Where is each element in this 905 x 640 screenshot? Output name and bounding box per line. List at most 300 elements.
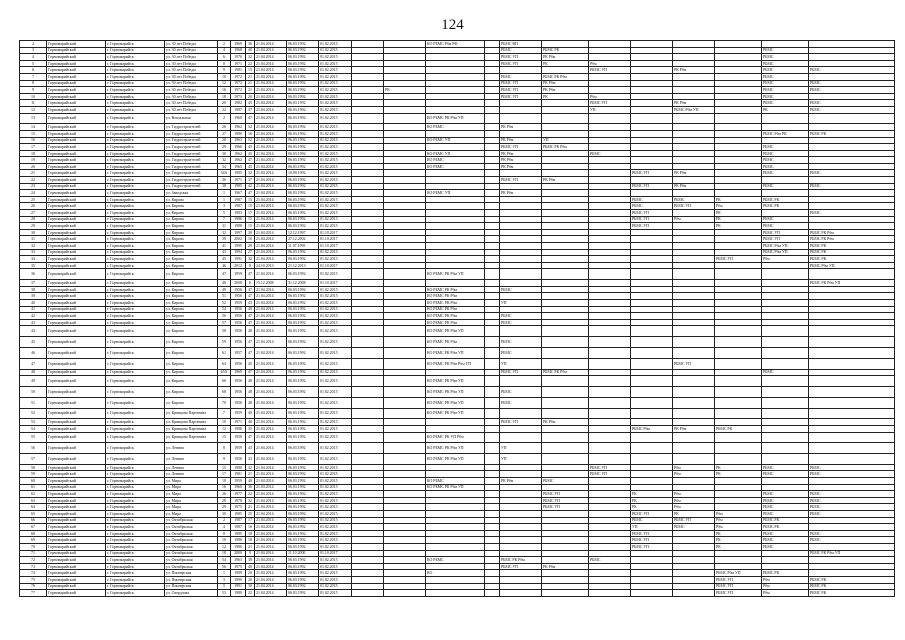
cell-text: 1975 bbox=[234, 505, 242, 510]
cell-text: 01.02.2015 bbox=[320, 184, 338, 189]
cell-text: 01.02.2015 bbox=[320, 151, 338, 156]
table-cell bbox=[106, 369, 165, 376]
cell-text: 1965 bbox=[234, 164, 242, 169]
cell-text: Горномарийский bbox=[48, 492, 76, 497]
table-cell bbox=[762, 249, 809, 256]
table-cell bbox=[20, 432, 47, 443]
cell-text: 01.02.2015 bbox=[320, 68, 338, 73]
cell-text: 56 bbox=[31, 446, 35, 451]
table-cell bbox=[673, 313, 715, 320]
table-cell bbox=[426, 478, 485, 485]
table-cell bbox=[673, 80, 715, 87]
table-cell bbox=[20, 100, 47, 107]
table-cell bbox=[231, 299, 246, 306]
cell-text: РБМС РК bbox=[810, 257, 827, 261]
cell-text: 01.02.2015 bbox=[320, 544, 338, 549]
table-cell bbox=[384, 106, 426, 113]
cell-text: 1983 bbox=[234, 210, 242, 215]
table-cell bbox=[319, 269, 352, 280]
table-cell bbox=[231, 313, 246, 320]
table-cell bbox=[542, 347, 589, 358]
table-cell bbox=[426, 269, 485, 280]
cell-text: 47 bbox=[248, 191, 252, 196]
cell-text: РК Рбм bbox=[674, 101, 687, 106]
table-cell bbox=[715, 313, 762, 320]
table-cell bbox=[542, 550, 589, 557]
table-cell bbox=[218, 80, 231, 87]
table-cell bbox=[809, 106, 895, 113]
table-cell bbox=[631, 243, 673, 250]
cell-text: 21.04.2014 bbox=[256, 577, 274, 582]
table-cell bbox=[426, 432, 485, 443]
table-cell bbox=[384, 144, 426, 151]
table-cell bbox=[165, 286, 218, 293]
table-cell bbox=[384, 497, 426, 504]
table-cell bbox=[589, 583, 631, 590]
table-cell bbox=[47, 299, 106, 306]
table-cell bbox=[809, 537, 895, 544]
table-cell bbox=[384, 313, 426, 320]
table-cell bbox=[631, 386, 673, 397]
cell-text: г. Горномарийск bbox=[107, 446, 134, 451]
table-cell bbox=[384, 87, 426, 94]
table-cell bbox=[589, 170, 631, 177]
table-cell bbox=[715, 530, 762, 537]
table-cell bbox=[631, 478, 673, 485]
table-cell bbox=[500, 286, 542, 293]
table-cell bbox=[165, 537, 218, 544]
cell-text: 1956 bbox=[234, 361, 242, 366]
table-cell bbox=[352, 408, 384, 419]
cell-text: 01.02.2015 bbox=[320, 125, 338, 130]
cell-text: 1997 bbox=[234, 230, 242, 235]
table-cell bbox=[715, 203, 762, 210]
cell-text: КО РБМС РК Рбм УП bbox=[427, 272, 464, 277]
cell-text: 21.04.2014 bbox=[256, 272, 274, 277]
cell-text: 43 bbox=[31, 320, 35, 325]
table-cell bbox=[165, 319, 218, 326]
cell-text: г. Горномарийск bbox=[107, 389, 134, 394]
table-cell bbox=[542, 67, 589, 74]
cell-text: Горномарийский bbox=[48, 230, 76, 235]
table-cell bbox=[352, 299, 384, 306]
cell-text: 45 bbox=[31, 340, 35, 345]
cell-text: 66 bbox=[31, 518, 35, 523]
table-cell bbox=[762, 376, 809, 387]
cell-text: РБМС УП bbox=[632, 511, 649, 516]
cell-text: ул. Кирова bbox=[166, 243, 184, 248]
cell-text: 1985 bbox=[234, 511, 242, 516]
cell-text: 01.02.2015 bbox=[320, 340, 338, 345]
table-cell bbox=[20, 590, 47, 597]
table-cell bbox=[20, 319, 47, 326]
table-cell bbox=[106, 269, 165, 280]
cell-text: 51 bbox=[31, 400, 35, 405]
table-cell bbox=[246, 41, 255, 48]
table-cell bbox=[589, 504, 631, 511]
table-cell bbox=[231, 196, 246, 203]
table-cell bbox=[809, 369, 895, 376]
cell-text: ул. Октябрьская bbox=[166, 518, 193, 523]
table-cell bbox=[809, 157, 895, 164]
table-cell bbox=[426, 491, 485, 498]
table-cell bbox=[246, 504, 255, 511]
cell-text: г. Горномарийск bbox=[107, 87, 134, 92]
table-cell bbox=[218, 369, 231, 376]
cell-text: Горномарийский bbox=[48, 74, 76, 79]
table-cell bbox=[319, 497, 352, 504]
table-cell bbox=[762, 530, 809, 537]
cell-text: 24.10.2013 bbox=[256, 263, 274, 268]
table-cell bbox=[106, 223, 165, 230]
cell-text: 06.03.1992 bbox=[288, 116, 306, 121]
cell-text: Горномарийский bbox=[48, 224, 76, 229]
cell-text: 15 bbox=[31, 131, 35, 136]
cell-text: 06.03.1992 bbox=[288, 210, 306, 215]
table-cell bbox=[255, 286, 287, 293]
cell-text: 1956 bbox=[234, 307, 242, 312]
cell-text: г. Горномарийск bbox=[107, 379, 134, 384]
cell-text: 01.02.2015 bbox=[320, 420, 338, 425]
table-cell bbox=[426, 256, 485, 263]
cell-text: 06.03.1992 bbox=[288, 158, 306, 163]
table-row bbox=[20, 471, 895, 478]
table-row bbox=[20, 163, 895, 170]
cell-text: 33 bbox=[31, 250, 35, 255]
table-cell bbox=[589, 544, 631, 551]
table-cell bbox=[287, 236, 319, 243]
table-cell bbox=[673, 286, 715, 293]
table-cell bbox=[20, 73, 47, 80]
cell-text: 53 bbox=[31, 420, 35, 425]
table-cell bbox=[246, 210, 255, 217]
table-cell bbox=[218, 47, 231, 54]
cell-text: 06.03.1992 bbox=[288, 101, 306, 106]
cell-text: г. Горномарийск bbox=[107, 558, 134, 562]
table-cell bbox=[319, 87, 352, 94]
table-cell bbox=[352, 229, 384, 236]
table-cell bbox=[106, 478, 165, 485]
table-cell bbox=[319, 249, 352, 256]
table-cell bbox=[809, 150, 895, 157]
cell-text: РБМС РК bbox=[543, 48, 560, 53]
table-cell bbox=[218, 570, 231, 577]
cell-text: РБМС Рбм УП bbox=[763, 243, 788, 248]
cell-text: 70 bbox=[222, 400, 226, 405]
table-cell bbox=[287, 299, 319, 306]
table-cell bbox=[384, 478, 426, 485]
table-cell bbox=[246, 216, 255, 223]
cell-text: РБМС bbox=[763, 87, 774, 92]
cell-text: 49 bbox=[31, 379, 35, 384]
table-cell bbox=[287, 170, 319, 177]
table-cell bbox=[106, 590, 165, 597]
table-cell bbox=[673, 369, 715, 376]
cell-text: 45 bbox=[248, 164, 252, 169]
table-cell bbox=[589, 67, 631, 74]
cell-text: 01.02.2015 bbox=[320, 350, 338, 355]
cell-text: 06.03.1992 bbox=[288, 107, 306, 112]
cell-text: г. Горномарийск bbox=[107, 171, 134, 176]
cell-text: 30 bbox=[248, 230, 252, 235]
table-cell bbox=[631, 256, 673, 263]
table-cell bbox=[47, 563, 106, 570]
table-cell bbox=[631, 511, 673, 518]
table-cell bbox=[673, 337, 715, 348]
table-cell bbox=[218, 491, 231, 498]
table-cell bbox=[485, 256, 500, 263]
cell-text: 06.03.1992 bbox=[288, 250, 306, 255]
table-cell bbox=[106, 73, 165, 80]
table-cell bbox=[715, 497, 762, 504]
table-cell bbox=[165, 376, 218, 387]
cell-text: 22 bbox=[31, 177, 35, 182]
table-cell bbox=[426, 544, 485, 551]
table-cell bbox=[715, 229, 762, 236]
table-cell bbox=[255, 73, 287, 80]
table-cell bbox=[231, 80, 246, 87]
cell-text: г. Горномарийск bbox=[107, 411, 134, 416]
table-cell bbox=[384, 590, 426, 597]
table-cell bbox=[246, 397, 255, 408]
cell-text: 21 bbox=[248, 74, 252, 79]
table-cell bbox=[231, 563, 246, 570]
table-cell bbox=[673, 236, 715, 243]
table-cell bbox=[246, 425, 255, 432]
table-cell bbox=[762, 54, 809, 61]
table-cell bbox=[218, 425, 231, 432]
cell-text: 18 bbox=[222, 551, 226, 556]
table-cell bbox=[352, 137, 384, 144]
table-cell bbox=[426, 80, 485, 87]
table-cell bbox=[246, 347, 255, 358]
table-row bbox=[20, 419, 895, 426]
table-cell bbox=[165, 41, 218, 48]
table-cell bbox=[500, 87, 542, 94]
table-cell bbox=[426, 313, 485, 320]
table-cell bbox=[106, 464, 165, 471]
table-cell bbox=[715, 113, 762, 124]
table-cell bbox=[106, 54, 165, 61]
table-cell bbox=[47, 203, 106, 210]
table-cell bbox=[255, 54, 287, 61]
table-cell bbox=[255, 210, 287, 217]
table-cell bbox=[426, 425, 485, 432]
table-row bbox=[20, 369, 895, 376]
cell-text: 45 bbox=[248, 361, 252, 366]
table-cell bbox=[715, 419, 762, 426]
table-cell bbox=[165, 524, 218, 531]
table-cell bbox=[673, 557, 715, 564]
table-cell bbox=[218, 93, 231, 100]
cell-text: РБМС bbox=[763, 61, 774, 66]
table-cell bbox=[762, 484, 809, 491]
table-cell bbox=[20, 293, 47, 300]
cell-text: 61 bbox=[222, 350, 226, 355]
table-cell bbox=[809, 170, 895, 177]
cell-text: 76 bbox=[31, 584, 35, 589]
cell-text: 01.02.2015 bbox=[320, 518, 338, 523]
table-row bbox=[20, 87, 895, 94]
cell-text: 06.03.1992 bbox=[288, 571, 306, 576]
cell-text: КО РБМС РК Рбм Рбм УП bbox=[427, 361, 472, 366]
table-cell bbox=[384, 80, 426, 87]
table-cell bbox=[631, 170, 673, 177]
cell-text: 06.03.1992 bbox=[288, 435, 306, 440]
table-cell bbox=[809, 196, 895, 203]
table-cell bbox=[352, 471, 384, 478]
table-cell bbox=[20, 210, 47, 217]
table-cell bbox=[246, 583, 255, 590]
table-cell bbox=[631, 100, 673, 107]
table-cell bbox=[426, 100, 485, 107]
table-cell bbox=[809, 144, 895, 151]
cell-text: Горномарийский bbox=[48, 485, 76, 490]
table-cell bbox=[246, 262, 255, 269]
cell-text: РБМС РК bbox=[810, 584, 827, 589]
cell-text: 06.03.1992 bbox=[288, 164, 306, 169]
table-cell bbox=[500, 471, 542, 478]
table-cell bbox=[715, 216, 762, 223]
table-cell bbox=[319, 299, 352, 306]
table-cell bbox=[47, 544, 106, 551]
table-cell bbox=[485, 163, 500, 170]
cell-text: Горномарийский bbox=[48, 287, 76, 292]
table-cell bbox=[246, 286, 255, 293]
cell-text: г. Горномарийск bbox=[107, 465, 134, 470]
table-cell bbox=[485, 150, 500, 157]
cell-text: 1 bbox=[223, 197, 225, 202]
table-cell bbox=[319, 216, 352, 223]
cell-text: 59 bbox=[222, 340, 226, 345]
cell-text: 27.12.2002 bbox=[288, 237, 306, 242]
table-row bbox=[20, 249, 895, 256]
cell-text: 20 bbox=[248, 577, 252, 582]
table-cell bbox=[762, 432, 809, 443]
cell-text: РБМС УП bbox=[763, 237, 780, 242]
table-cell bbox=[246, 113, 255, 124]
table-cell bbox=[352, 223, 384, 230]
table-cell bbox=[589, 137, 631, 144]
table-cell bbox=[589, 524, 631, 531]
table-cell bbox=[762, 326, 809, 337]
table-cell bbox=[165, 47, 218, 54]
cell-text: РК bbox=[716, 224, 721, 229]
table-cell bbox=[319, 376, 352, 387]
table-cell bbox=[165, 313, 218, 320]
table-cell bbox=[542, 464, 589, 471]
table-cell bbox=[809, 544, 895, 551]
table-row bbox=[20, 41, 895, 48]
cell-text: 06.03.1992 bbox=[288, 287, 306, 292]
table-cell bbox=[485, 196, 500, 203]
table-row bbox=[20, 576, 895, 583]
table-cell bbox=[20, 269, 47, 280]
cell-text: Горномарийский bbox=[48, 54, 76, 59]
table-cell bbox=[542, 369, 589, 376]
table-cell bbox=[542, 454, 589, 465]
cell-text: 06.03.1992 bbox=[288, 217, 306, 222]
table-cell bbox=[631, 249, 673, 256]
table-cell bbox=[319, 511, 352, 518]
table-cell bbox=[500, 80, 542, 87]
table-cell bbox=[255, 223, 287, 230]
table-cell bbox=[47, 306, 106, 313]
cell-text: 06.03.1992 bbox=[288, 590, 306, 595]
table-cell bbox=[165, 369, 218, 376]
table-cell bbox=[673, 106, 715, 113]
table-cell bbox=[673, 256, 715, 263]
cell-text: РБМС РК bbox=[763, 525, 780, 530]
cell-text: РБМС bbox=[810, 87, 821, 92]
table-cell bbox=[218, 157, 231, 164]
cell-text: г. Горномарийск bbox=[107, 61, 134, 66]
table-cell bbox=[47, 100, 106, 107]
table-cell bbox=[631, 306, 673, 313]
cell-text: РБМС bbox=[763, 81, 774, 86]
table-cell bbox=[500, 557, 542, 564]
table-cell bbox=[287, 358, 319, 369]
cell-text: РБМС УП bbox=[590, 472, 607, 477]
table-cell bbox=[500, 358, 542, 369]
table-cell bbox=[589, 517, 631, 524]
table-cell bbox=[762, 130, 809, 137]
cell-text: РБМС bbox=[674, 525, 685, 530]
table-cell bbox=[673, 130, 715, 137]
cell-text: КО РБМС РК Рбм УП bbox=[427, 350, 464, 355]
cell-text: ул. Мира bbox=[166, 478, 181, 483]
table-cell bbox=[384, 223, 426, 230]
table-cell bbox=[485, 419, 500, 426]
cell-text: РБМС bbox=[810, 465, 821, 470]
cell-text: 06.03.1992 bbox=[288, 400, 306, 405]
table-cell bbox=[673, 262, 715, 269]
table-cell bbox=[20, 386, 47, 397]
table-cell bbox=[319, 93, 352, 100]
table-cell bbox=[485, 106, 500, 113]
table-cell bbox=[319, 550, 352, 557]
table-cell bbox=[485, 243, 500, 250]
table-cell bbox=[287, 243, 319, 250]
cell-text: 34 bbox=[222, 164, 226, 169]
table-cell bbox=[542, 262, 589, 269]
table-cell bbox=[319, 177, 352, 184]
table-cell bbox=[485, 280, 500, 287]
table-cell bbox=[485, 203, 500, 210]
table-cell bbox=[542, 484, 589, 491]
table-cell bbox=[20, 497, 47, 504]
table-cell bbox=[319, 530, 352, 537]
table-row bbox=[20, 130, 895, 137]
table-cell bbox=[319, 313, 352, 320]
table-cell bbox=[218, 190, 231, 197]
table-cell bbox=[500, 530, 542, 537]
cell-text: Горномарийский bbox=[48, 87, 76, 92]
table-cell bbox=[287, 386, 319, 397]
table-cell bbox=[255, 408, 287, 419]
cell-text: 22 bbox=[248, 590, 252, 595]
table-row bbox=[20, 408, 895, 419]
cell-text: Горномарийский bbox=[48, 478, 76, 483]
cell-text: 01.02.2015 bbox=[320, 498, 338, 503]
table-cell bbox=[231, 524, 246, 531]
cell-text: КО bbox=[427, 571, 433, 576]
table-cell bbox=[762, 386, 809, 397]
table-cell bbox=[255, 504, 287, 511]
cell-text: РБМС bbox=[763, 164, 774, 169]
table-cell bbox=[287, 144, 319, 151]
table-cell bbox=[542, 93, 589, 100]
